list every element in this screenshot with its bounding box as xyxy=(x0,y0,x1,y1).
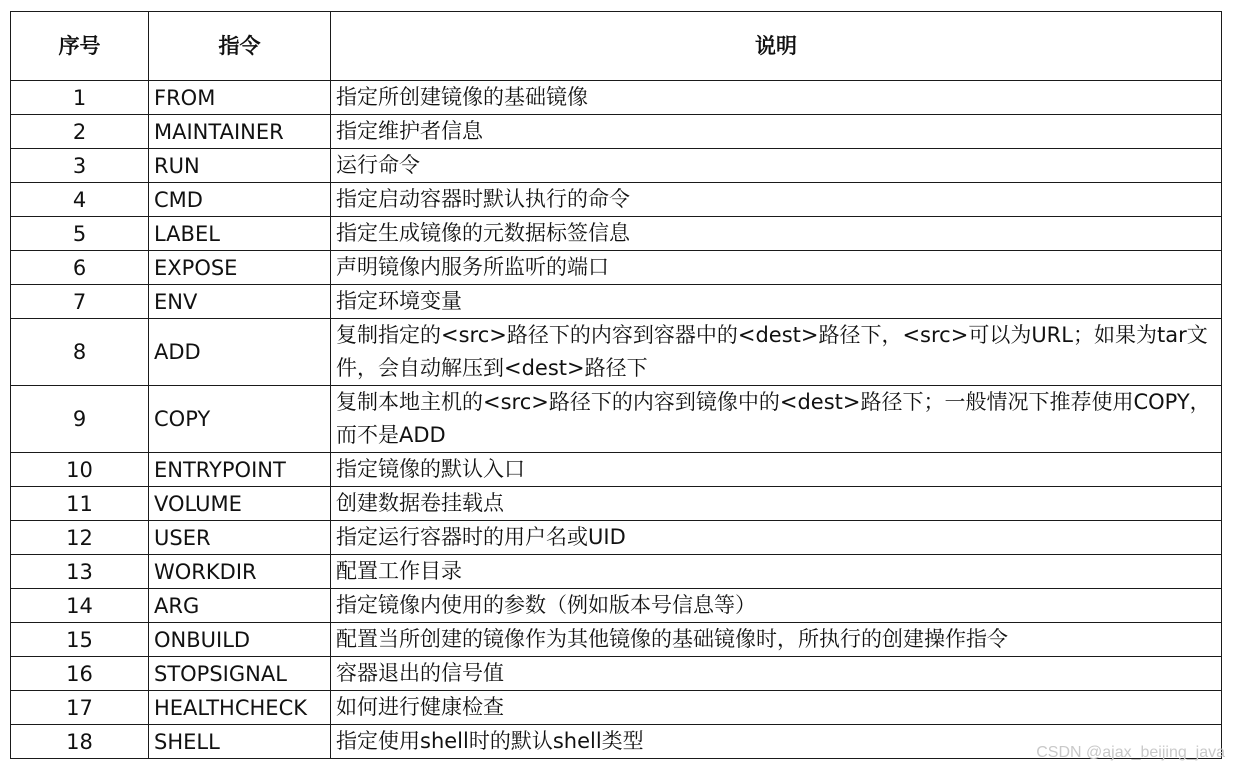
table-row xyxy=(11,217,1222,251)
row-number: 5 xyxy=(11,217,149,251)
row-description: 声明镜像内服务所监听的端口 xyxy=(331,251,1222,285)
table-header xyxy=(11,12,1222,81)
row-instruction: MAINTAINER xyxy=(149,115,331,149)
row-instruction: STOPSIGNAL xyxy=(149,657,331,691)
table-body xyxy=(11,81,1222,759)
row-number: 18 xyxy=(11,725,149,759)
row-instruction: SHELL xyxy=(149,725,331,759)
row-instruction: LABEL xyxy=(149,217,331,251)
row-number: 1 xyxy=(11,81,149,115)
row-description: 复制指定的<src>路径下的内容到容器中的<dest>路径下，<src>可以为URL；如果为tar文件，会自动解压到<dest>路径下 xyxy=(331,319,1222,386)
table-row xyxy=(11,521,1222,555)
row-description: 运行命令 xyxy=(331,149,1222,183)
row-description: 配置当所创建的镜像作为其他镜像的基础镜像时，所执行的创建操作指令 xyxy=(331,623,1222,657)
table-row xyxy=(11,149,1222,183)
row-description: 指定运行容器时的用户名或UID xyxy=(331,521,1222,555)
table-row xyxy=(11,691,1222,725)
row-number: 3 xyxy=(11,149,149,183)
table-row xyxy=(11,589,1222,623)
row-instruction: FROM xyxy=(149,81,331,115)
row-description: 指定启动容器时默认执行的命令 xyxy=(331,183,1222,217)
watermark: CSDN @ajax_beijing_java xyxy=(1036,744,1225,761)
row-number: 15 xyxy=(11,623,149,657)
row-number: 9 xyxy=(11,386,149,453)
table-row xyxy=(11,453,1222,487)
row-description: 指定使用shell时的默认shell类型 xyxy=(331,725,1222,759)
row-number: 2 xyxy=(11,115,149,149)
header-description: 说明 xyxy=(331,12,1222,81)
row-description: 指定所创建镜像的基础镜像 xyxy=(331,81,1222,115)
row-instruction: WORKDIR xyxy=(149,555,331,589)
table-row xyxy=(11,251,1222,285)
dockerfile-instructions-table xyxy=(10,11,1222,759)
row-description: 指定维护者信息 xyxy=(331,115,1222,149)
row-number: 10 xyxy=(11,453,149,487)
row-description: 复制本地主机的<src>路径下的内容到镜像中的<dest>路径下；一般情况下推荐使用COPY，而不是ADD xyxy=(331,386,1222,453)
table-row xyxy=(11,657,1222,691)
header-row xyxy=(11,12,1222,81)
row-description: 指定生成镜像的元数据标签信息 xyxy=(331,217,1222,251)
row-instruction: CMD xyxy=(149,183,331,217)
table-row xyxy=(11,319,1222,386)
row-number: 14 xyxy=(11,589,149,623)
row-instruction: VOLUME xyxy=(149,487,331,521)
table-row xyxy=(11,115,1222,149)
row-instruction: ARG xyxy=(149,589,331,623)
row-instruction: EXPOSE xyxy=(149,251,331,285)
row-description: 容器退出的信号值 xyxy=(331,657,1222,691)
row-description: 指定镜像内使用的参数（例如版本号信息等） xyxy=(331,589,1222,623)
row-instruction: ADD xyxy=(149,319,331,386)
header-instruction: 指令 xyxy=(149,12,331,81)
table-row xyxy=(11,487,1222,521)
row-number: 11 xyxy=(11,487,149,521)
row-number: 7 xyxy=(11,285,149,319)
row-number: 16 xyxy=(11,657,149,691)
row-description: 配置工作目录 xyxy=(331,555,1222,589)
row-number: 17 xyxy=(11,691,149,725)
row-number: 12 xyxy=(11,521,149,555)
row-instruction: USER xyxy=(149,521,331,555)
row-description: 创建数据卷挂载点 xyxy=(331,487,1222,521)
row-instruction: ONBUILD xyxy=(149,623,331,657)
table-row xyxy=(11,623,1222,657)
row-number: 6 xyxy=(11,251,149,285)
row-instruction: ENV xyxy=(149,285,331,319)
table-row xyxy=(11,555,1222,589)
table-row xyxy=(11,386,1222,453)
row-description: 指定环境变量 xyxy=(331,285,1222,319)
row-number: 8 xyxy=(11,319,149,386)
table-row xyxy=(11,183,1222,217)
row-instruction: ENTRYPOINT xyxy=(149,453,331,487)
table-row xyxy=(11,285,1222,319)
row-instruction: RUN xyxy=(149,149,331,183)
row-number: 13 xyxy=(11,555,149,589)
row-instruction: COPY xyxy=(149,386,331,453)
header-number: 序号 xyxy=(11,12,149,81)
row-description: 如何进行健康检查 xyxy=(331,691,1222,725)
row-instruction: HEALTHCHECK xyxy=(149,691,331,725)
row-number: 4 xyxy=(11,183,149,217)
row-description: 指定镜像的默认入口 xyxy=(331,453,1222,487)
table-row xyxy=(11,81,1222,115)
